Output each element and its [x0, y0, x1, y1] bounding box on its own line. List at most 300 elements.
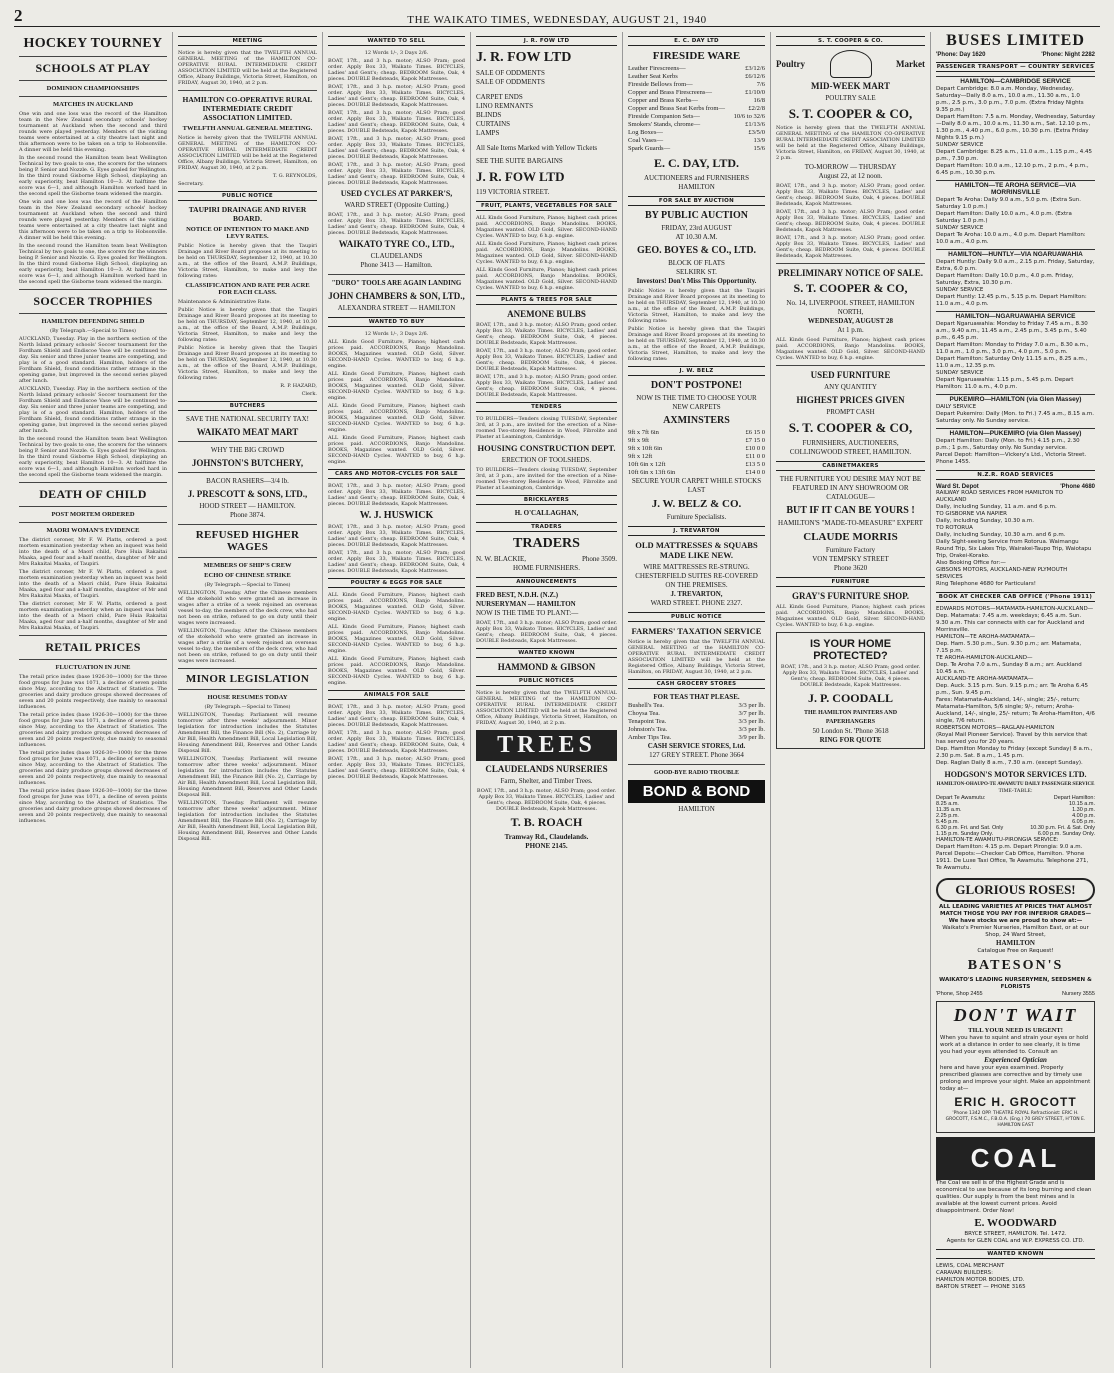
notice-text: Notice is hereby given that the TWELFTH ANNUAL GENERAL MEETING of the HAMILTON CO-OPERATIVE RURAL INTERMEDIATE CREDIT ASSOCIATION LIMITED will be held at the Registered Office, Albany Buildings, Victoria Street, Hamilton, on FRIDAY, August 30, 1940, at 2 p.m.	[178, 50, 317, 86]
ad-line: WARD STREET (Opposite Cutting.)	[344, 201, 449, 209]
carpet-row	[628, 469, 765, 477]
edwards-line: EDWARDS MOTORS—MATAMATA-HAMILTON-AUCKLAND—	[936, 606, 1094, 612]
ad-line: BARTON STREET — PHONE 3165	[936, 1284, 1026, 1290]
ad-line: NOW IS THE TIME TO PLANT:—	[476, 609, 579, 617]
ad-line: 'Phone 1342 OPP. THEATRE ROYAL Refractionist: ERIC H. GROCOTT, F.S.M.C., F.B.O.A. (Eng.) 70 GREY STREET, H'TON E. HAMILTON EAST	[945, 1111, 1086, 1128]
ad-title: CLAUDE MORRIS	[803, 531, 898, 543]
tea-row-price: 3/3 per lb.	[738, 718, 765, 725]
classified-text: ALL Kinds Good Furniture, Pianos; highest cash prices paid. ACCORDIONS, Banjo Mandolins. BOOKS, Magazines wanted. OLD Gold, Silver. SECOND-HAND Cycles. WANTED to buy, 6 h.p. engine.	[328, 403, 465, 433]
route-line: Depart Hamilton: Daily (Mon. to Fri.) 4.15 p.m., 2.30 p.m.; 1 p.m., Saturday only. No Sunday service.	[936, 438, 1080, 451]
classified-text: BOAT, 17ft., and 3 h.p. motor; ALSO Pram; good order. Apply Box 33, Waikato Times. BICYCLES, Ladies' and Gent's; cheap. BEDROOM Suite, Oak, 4 pieces. DOUBLE Bedsteads, Kapok Mattresses.	[476, 620, 617, 644]
ware-row-label: Copper and Brass Seat Kerbs from—	[628, 105, 725, 112]
edwards-line: HAMILTON—TE AROHA-MATAMATA—	[936, 634, 1036, 640]
ware-row-price: 16/8	[753, 97, 765, 104]
section-cabinetmakers: CABINETMAKERS	[776, 461, 925, 471]
classified-text: BOAT, 17ft., and 3 h.p. motor; ALSO Pram; good order. Apply Box 33, Waikato Times. BICYCLES, Ladies' and Gent's; cheap. BEDROOM Suite, Oak, 4 pieces. DOUBLE Bedsteads, Kapok Mattresses.	[328, 162, 465, 186]
carpet-row-price: £6 15 0	[745, 429, 765, 436]
tea-price-list	[628, 702, 765, 742]
section-nzr: N.Z.R. ROAD SERVICES	[936, 470, 1095, 480]
nzr-line: Also Booking Office for:—	[936, 560, 1006, 566]
notice-subtitle: NOTICE OF INTENTION TO MAKE AND LEVY RATES.	[186, 226, 309, 240]
ad-line: 127 GREY STREET. Phone 3664	[649, 751, 744, 759]
notice-text: Notice is hereby given that the TWELFTH ANNUAL GENERAL MEETING of the HAMILTON CO-OPERATIVE RURAL INTERMEDIATE CREDIT ASSOCIATION LIMITED will be held at the Registered Office, Albany Buildings, Victoria Street, Hamilton, on FRIDAY, August 30, 1940, at 2 p.m.	[628, 639, 765, 675]
edwards-line: ROBERTSON MOTORS—RAGLAN-HAMILTON	[936, 725, 1055, 731]
tender-text: TO BUILDERS—Tenders closing TUESDAY, September 3rd, at 3 p.m., are invited for the erection of a Nine-roomed Two-storey Residence in Wood, Fibrolite and Plaster at Leamington, Cambridge.	[476, 467, 617, 491]
headline-refused: REFUSED HIGHER WAGES	[195, 529, 300, 553]
edwards-line: TE AROHA-HAMILTON-AUCKLAND—	[936, 655, 1033, 661]
tea-row-price: 3/9 per lb.	[738, 734, 765, 741]
ad-text: ALL Kinds Good Furniture, Pianos; highest cash prices paid. ACCORDIONS, Banjo Mandolins. BOOKS, Magazines wanted. OLD Gold, Silver. SECOND-HAND Cycles. WANTED to buy, 6 h.p. engine.	[776, 337, 925, 361]
notice-subtitle: TWELFTH ANNUAL GENERAL MEETING.	[182, 125, 313, 132]
timetable-left: 8.25 a.m.	[936, 801, 959, 807]
route-line: SUNDAY SERVICE	[936, 225, 984, 231]
section-auction: FOR SALE BY AUCTION	[628, 196, 765, 206]
ware-row	[628, 129, 765, 137]
ad-line: TIME-TABLE:	[998, 788, 1033, 794]
tea-row-label: Johnston's Tea.	[628, 726, 668, 733]
subhead-maori: MAORI WOMAN'S EVIDENCE	[46, 527, 140, 534]
section-fruit: FRUIT, PLANTS, VEGETABLES FOR SALE	[476, 201, 617, 211]
nzr-line: Ring Telephone 4680 for Particulars!	[936, 581, 1036, 587]
ad-line: Tramway Rd., Claudelands.	[504, 833, 589, 841]
auction-text: Public Notice is hereby given that the Taupiri Drainage and River Board proposes at its meeting to be held on THURSDAY, September 12, 1940, at 10.30 a.m., at the office of the Board, A.M.P. Buildings, Victoria Street, Hamilton, to make and levy the following rates:	[628, 288, 765, 324]
carpet-row-price: £13 5 0	[745, 461, 765, 468]
section-public-notice: PUBLIC NOTICE	[178, 191, 317, 201]
column-transport	[930, 32, 1100, 1368]
subhead-fluctuation: FLUCTUATION IN JUNE	[55, 664, 131, 671]
fireside-price-list	[628, 65, 765, 153]
ad-line: AT 10.30 A.M.	[675, 233, 718, 241]
section-cars: CARS AND MOTOR-CYCLES FOR SALE	[328, 469, 465, 479]
ware-row-label: Log Boxes—	[628, 129, 663, 136]
signature: R. P. HAZARD,	[280, 383, 317, 389]
bond-and-bond-logo: BOND & BOND	[628, 780, 765, 803]
protected-ad	[776, 632, 925, 749]
route-line: Depart Ngaruawahia: 1.15 p.m., 5.45 p.m. Depart Hamilton: 11.0 a.m., 4.0 p.m.	[936, 377, 1074, 390]
classified-text: BOAT, 17ft., and 3 h.p. motor; ALSO Pram; good order. Apply Box 33, Waikato Times. BICYCLES, Ladies' and Gent's; cheap. BEDROOM Suite, Oak, 4 pieces. DOUBLE Bedsteads, Kapok Mattresses.	[476, 322, 617, 346]
article-text: The district coroner, Mr F. W. Platts, ordered a post mortem examination yesterday when an inquest was held into the death of a Maori child, Pare Huia Rakaitai Maaka, aged four and a-half months, daughter of Mr and Mrs Rakaitai Maaka, of Taupiri.	[19, 601, 167, 631]
tea-row	[628, 726, 765, 734]
ad-line: HAMILTON'S "MADE-TO-MEASURE" EXPERT	[778, 519, 923, 527]
ad-line: TO-MORROW — THURSDAY	[804, 163, 897, 171]
route-line: Depart Pukemiro: Daily (Mon. to Fri.) 7.45 a.m., 8.15 a.m. Saturday only. No Sunday service.	[936, 411, 1095, 424]
classified-text: BOAT, 17ft., and 3 h.p. motor; ALSO Pram; good order. Apply Box 33, Waikato Times. BICYCLES, Ladies' and Gent's; cheap. BEDROOM Suite, Oak, 4 pieces. DOUBLE Bedsteads, Kapok Mattresses.	[476, 348, 617, 372]
ad-line: BLOCK OF FLATS	[668, 259, 725, 267]
nzr-line: Daily, including Sunday, 10.30 a.m.	[936, 518, 1035, 524]
ware-row-price: £1/10/0	[745, 89, 765, 96]
nzr-depot: Ward St. Depot 'Phone 4680	[936, 484, 1095, 490]
ad-title: S. T. COOPER & CO,	[788, 420, 913, 435]
ad-line: At 1 p.m.	[837, 326, 864, 334]
section-passenger: PASSENGER TRANSPORT — COUNTRY SERVICES	[936, 64, 1095, 70]
ware-row-label: Coal Vases—	[628, 137, 664, 144]
carpet-row-label: 9ft x 7ft 6in	[628, 429, 659, 436]
batesons-title: BATESON'S	[967, 958, 1064, 973]
article-text: The retail price index (base 1926-30—1000) for the three food groups for June was 1071, a decline of seven points since May, according to the Abstract of Statistics. The groceries and dairy produce groups showed decreases of seven and 20 points respectively, due mainly to seasonal influences.	[19, 750, 167, 786]
ad-item: CURTAINS	[476, 120, 511, 128]
ad-line: CARAVAN BUILDERS:	[936, 1270, 994, 1276]
route-line: Parcel Depot: Hamilton—Vickery's Ltd., Victoria Street. Phone 1455.	[936, 452, 1087, 465]
ad-title: IS YOUR HOME PROTECTED?	[809, 638, 892, 662]
ad-line: Phone 3874.	[230, 511, 265, 519]
ad-title: J. W. BELZ & CO.	[651, 498, 742, 510]
article-text: The retail price index (base 1926-30—1000) for the three food groups for June was 1071, a decline of seven points since May, according to the Abstract of Statistics. The groceries and dairy produce groups showed decreases of seven and 20 points respectively, due mainly to seasonal influences.	[19, 674, 167, 710]
headline-soccer: SOCCER TROPHIES	[33, 294, 153, 308]
tea-row-label: Bushell's Tea.	[628, 702, 664, 709]
ware-row-price: 15/6	[753, 145, 765, 152]
route-line: Depart Cambridge: 8.25 a.m., 11.0 a.m., 1.15 p.m., 4.45 p.m., 7.30 p.m.	[936, 149, 1092, 162]
ware-row	[628, 89, 765, 97]
ad-line: RING FOR QUOTE	[819, 736, 882, 744]
ad-title: CASH SERVICE STORES, Ltd.	[647, 742, 746, 750]
ad-line: ON THE PREMISES.	[665, 581, 728, 589]
ad-title: OLD MATTRESSES & SQUABS MADE LIKE NEW.	[635, 540, 758, 560]
ad-title: HOUSING CONSTRUCTION DEPT.	[477, 443, 616, 453]
ad-text: BOAT, 17ft., and 3 h.p. motor; ALSO Pram; good order. Apply Box 33, Waikato Times. BICYCLES, Ladies' and Gent's; cheap. BEDROOM Suite, Oak, 4 pieces. DOUBLE Bedsteads, Kapok Mattresses.	[776, 235, 925, 259]
notice-text: Maintenance & Administrative Rate.	[178, 299, 272, 305]
ad-line: CLAUDELANDS	[370, 252, 423, 260]
route-title: HAMILTON—TE AROHA SERVICE—VIA MORRINSVILLE	[936, 180, 1095, 196]
ad-line: Catalogue Free on Request!	[977, 948, 1054, 954]
section-belz: J. W. BELZ	[628, 366, 765, 376]
ware-row-price: £3/5/0	[748, 129, 765, 136]
notice-text: Public Notice is hereby given that the Taupiri Drainage and River Board proposes at its meeting to be held on THURSDAY, September 12, 1940, at 10.30 a.m., at the office of the Board, A.M.P. Buildings, Victoria Street, Hamilton, to make and levy the following rates:	[178, 345, 317, 381]
ad-line: Phone 3413 — Hamilton.	[360, 261, 433, 269]
subhead-dominion: DOMINION CHAMPIONSHIPS	[46, 85, 140, 92]
edwards-line: Dep. Ham. 5.30 p.m., Sun. 9.30 p.m.; arr. Matamata, 7.15 p.m.	[936, 641, 1082, 654]
article-text: In the second round the Hamilton team beat Wellington Technical by two goals to one, the scorers for the winners being P. Senior and Nozzle. G. Eyes goaled for Wellington. In the third round Gisborne High School, displaying an early superiority, beat Hamilton 10—3. At halftime the score was 6—1, and although Hamilton worked hard in the second spell the Gisborne team widened the margin.	[19, 436, 167, 478]
article-text: WELLINGTON, Tuesday. Parliament will resume tomorrow after three weeks' adjournment. Minor legislation for introduction includes the Statutes Amendment Bill, the Finance Bill (No. 2), Carriage by Air Bill, Health Amendment Bill, Local Legislation Bill, Housing Amendment Bill, Reserves and Other Lands Disposal Bill.	[178, 800, 317, 842]
timetable-right: 6.05 p.m.	[1072, 819, 1095, 825]
edwards-line: Dep. Auck. 3.15 p.m. Sun. 9.15 p.m.; arr. Te Aroha 6.45 p.m., Sun. 9.45 p.m.	[936, 683, 1089, 696]
ad-line: HOME FURNISHERS.	[513, 564, 580, 572]
ad-line: SECURE YOUR CARPET WHILE STOCKS LAST	[631, 477, 762, 494]
buses-limited-title: BUSES LIMITED	[946, 32, 1085, 49]
rates: 12 Words 1/-, 3 Days 2/6.	[364, 50, 429, 56]
newspaper-title: THE WAIKATO TIMES, WEDNESDAY, AUGUST 21, 1940	[407, 14, 707, 26]
route-title: HAMILTON—HUNTLY—VIA NGARUAWAHIA	[936, 249, 1095, 258]
ware-row-label: Leather Firescreens—	[628, 65, 686, 72]
classified-text: BOAT, 17ft., and 3 h.p. motor; ALSO Pram; good order. Apply Box 33, Waikato Times. BICYCLES, Ladies' and Gent's; cheap. BEDROOM Suite, Oak, 4 pieces. DOUBLE Bedsteads, Kapok Mattresses.	[328, 704, 465, 728]
section-poultry: POULTRY & EGGS FOR SALE	[328, 578, 465, 588]
nzr-line: TO ROTORUA	[936, 525, 973, 531]
section-tenders: TENDERS	[476, 402, 617, 412]
ad-line: COLLINGWOOD STREET, HAMILTON.	[789, 448, 912, 456]
signature-title: Secretary.	[178, 181, 204, 187]
ad-line: WEDNESDAY, AUGUST 28	[807, 317, 894, 325]
carpet-row-price: £7 15 0	[745, 437, 765, 444]
column-ads-fow	[470, 32, 622, 1368]
ad-title: J. R. FOW LTD	[476, 169, 565, 184]
section-furniture: FURNITURE	[776, 577, 925, 587]
ad-line: LEWIS, COAL MERCHANT	[936, 1263, 1005, 1269]
ware-row	[628, 97, 765, 105]
ad-line: NURSERYMAN — HAMILTON	[476, 600, 576, 608]
article-text: WELLINGTON, Tuesday. After the Chinese members of the stokehold who were granted an increase in wages after a strike of a week rejoined an overseas vessel to-day, the members of the deck crew, who had not been on strike, refused to go on duty until their wages were increased.	[178, 628, 317, 664]
section-wanted-buy: WANTED TO BUY	[328, 317, 465, 327]
ad-line: N. W. BLACKIE, Phone 3509.	[476, 555, 617, 563]
ad-line: All Sale Items Marked with Yellow Tickets	[476, 144, 598, 152]
section-wanted-known: WANTED KNOWN	[476, 648, 617, 658]
subhead-shield: HAMILTON DEFENDING SHIELD	[41, 318, 145, 325]
carpet-row-label: 9ft x 10ft 6in	[628, 445, 663, 452]
ad-line: BRYCE STREET, HAMILTON. Tel. 1472.	[964, 1231, 1067, 1237]
woodward-name: E. WOODWARD	[974, 1217, 1057, 1229]
edwards-line: Dep. Hamilton Monday to Friday (except Sunday) 8 a.m., 2.30 p.m. Sat. 8 a.m., 1.45 p.m.	[936, 746, 1093, 759]
ad-text: here and have your eyes examined. Properly prescribed glasses are corrective and by timely use prolong and improve your sight. Make an appointment today at—	[940, 1065, 1091, 1092]
ad-line: HAMILTON	[678, 183, 715, 191]
section-trevarton: J. TREVARTON	[628, 526, 765, 536]
article-text: WELLINGTON, Tuesday. Parliament will resume tomorrow after three weeks' adjournment. Minor legislation for introduction includes the Statutes Amendment Bill, the Finance Bill (No. 2), Carriage by Air Bill, Health Amendment Bill, Local Legislation Bill, Housing Amendment Bill, Reserves and Other Lands Disposal Bill.	[178, 712, 317, 754]
ad-line: HAMILTON-OHAUPO-TE AWAMUTU DAILY PASSENGER SERVICE	[936, 782, 1095, 787]
subhead-members: MEMBERS OF SHIP'S CREW	[203, 562, 292, 569]
classified-text: ALL Kinds Good Furniture, Pianos; highest cash prices paid. ACCORDIONS, Banjo Mandolins. BOOKS, Magazines wanted. OLD Gold, Silver. SECOND-HAND Cycles. WANTED to buy, 6 h.p. engine.	[328, 656, 465, 686]
route-title: HAMILTON—PUKEMIRO (via Glen Massey)	[936, 428, 1095, 437]
timetable-right: 6.00 p.m. Sunday Only.	[1037, 831, 1095, 837]
headline-retail: RETAIL PRICES	[45, 640, 141, 654]
page-number: 2	[14, 6, 23, 25]
notice-title: HAMILTON CO-OPERATIVE RURAL INTERMEDIATE CREDIT ASSOCIATION LIMITED.	[182, 95, 313, 122]
batesons-phones: 'Phone, Shop 2455 Nursery 3555	[936, 991, 1095, 997]
ad-title: GEO. BOYES & CO., LTD.	[636, 245, 757, 256]
section-public-notice: PUBLIC NOTICE	[628, 612, 765, 622]
ad-title: J. P. COODALL	[808, 691, 893, 705]
ad-line: TILL YOUR NEED IS URGENT!	[968, 1027, 1063, 1034]
ad-line: Depart Hamilton: 4.15 p.m. Depart Pirongia: 9.0 a.m.	[936, 844, 1083, 850]
ad-line: Furniture Specialists.	[666, 513, 727, 521]
section-bricklayers: BRICKLAYERS	[476, 495, 617, 505]
ad-text: BOAT, 17ft., and 3 h.p. motor; ALSO Pram; good order. Apply Box 33, Waikato Times. BICYCLES, Ladies' and Gent's; cheap. BEDROOM Suite, Oak, 4 pieces. DOUBLE Bedsteads, Kapok Mattresses.	[776, 209, 925, 233]
carpet-row	[628, 453, 765, 461]
ad-title: BUT IF IT CAN BE YOURS !	[786, 505, 915, 516]
ad-line: SEE THE SUITE BARGAINS	[476, 157, 563, 165]
section-cooper: S. T. COOPER & CO.	[776, 36, 925, 46]
notice-text: Notice is hereby given that the TWELFTH ANNUAL GENERAL MEETING of the HAMILTON CO-OPERATIVE RURAL INTERMEDIATE CREDIT ASSOCIATION LIMITED will be held at the Registered Office, Albany Buildings, Victoria Street, Hamilton, on FRIDAY, August 30, 1940, at 2 p.m.	[476, 690, 617, 726]
classified-text: ALL Kinds Good Furniture, Pianos; highest cash prices paid. ACCORDIONS, Banjo Mandolins. BOOKS, Magazines wanted. OLD Gold, Silver. SECOND-HAND Cycles. WANTED to buy, 6 h.p. engine.	[476, 215, 617, 239]
ad-text: When you have to squint and strain your eyes or hold work at a distance in order to see clearly, it is time you had your eyes attended to. Consult an	[940, 1035, 1089, 1055]
ad-line: Furniture Factory	[825, 546, 876, 554]
auction-text: Public Notice is hereby given that the Taupiri Drainage and River Board proposes at its meeting to be held on THURSDAY, September 12, 1940, at 10.30 a.m., at the office of the Board, A.M.P. Buildings, Victoria Street, Hamilton, to make and levy the following rates:	[628, 326, 765, 362]
byline: (By Telegraph.—Special to Times)	[204, 704, 291, 710]
ware-row-price: £1/13/6	[745, 121, 765, 128]
nzr-lines	[936, 490, 1095, 588]
route-line: Depart Te Aroha: 10.0 a.m., 4.0 p.m. Depart Hamilton: 10.0 a.m., 4.0 p.m.	[936, 232, 1086, 245]
ad-line: ERECTION OF TOOLSHEDS.	[501, 456, 592, 464]
ad-text: ALL Kinds Good Furniture, Pianos; highest cash prices paid. ACCORDIONS, Banjo Mandolins. BOOKS, Magazines wanted. OLD Gold, Silver. SECOND-HAND Cycles. WANTED to buy, 6 h.p. engine.	[776, 604, 925, 628]
ad-line: FRIDAY, 23rd AUGUST	[661, 224, 732, 232]
nzr-line: TO GISBORNE VIA NAPIER	[936, 511, 1007, 517]
edwards-line: (Royal Mail Pioneer Service). Travel by this service that has served you for 20 years.	[936, 732, 1088, 745]
ad-line: BACON RASHERS—3/4 lb.	[206, 477, 289, 485]
ad-line: SAVE THE NATIONAL SECURITY TAX!	[186, 415, 309, 423]
article-text: One win and one loss was the record of the Hamilton team in the New Zealand secondary schools' hockey tournament at Auckland when the second and third rounds were played yesterday. Members of the visiting teams were entertained at a city theatre last night and this afternoon were to be taken on a trip to Hobsonville. A dinner will be held this evening.	[19, 199, 167, 241]
article-text: WELLINGTON, Tuesday. Parliament will resume tomorrow after three weeks' adjournment. Minor legislation for introduction includes the Statutes Amendment Bill, the Finance Bill (No. 2), Carriage by Air Bill, Health Amendment Bill, Local Legislation Bill, Housing Amendment Bill, Reserves and Other Lands Disposal Bill.	[178, 756, 317, 798]
tea-row-label: Amber Tips Tea.	[628, 734, 672, 741]
ad-line: WAIKATO'S LEADING NURSERYMEN, SEEDSMEN & FLORISTS	[939, 977, 1092, 990]
ad-title: FRED BEST, N.D.H. (N.Z.)	[476, 591, 559, 599]
subhead-matches: MATCHES IN AUCKLAND	[52, 101, 134, 108]
column-notices	[172, 32, 322, 1368]
ad-line: GOOD-BYE RADIO TROUBLE	[654, 770, 739, 776]
section-cash: CASH GROCERY STORES	[628, 679, 765, 689]
route-title: PUKEMIRO—HAMILTON (via Glen Massey)	[936, 394, 1095, 403]
coal-banner: COAL	[936, 1137, 1095, 1180]
ad-line: Parcel Depots:—Checker Cab Office, Hamilton. 'Phone 1911. De Luxe Taxi Office, Te Awamutu. Telephone 271, Te Awamutu.	[936, 851, 1089, 871]
classified-text: ALL Kinds Good Furniture, Pianos; highest cash prices paid. ACCORDIONS, Banjo Mandolins. BOOKS, Magazines wanted. OLD Gold, Silver. SECOND-HAND Cycles. WANTED to buy, 6 h.p. engine.	[328, 624, 465, 654]
classified-text: BOAT, 17ft., and 3 h.p. motor; ALSO Pram; good order. Apply Box 33, Waikato Times. BICYCLES, Ladies' and Gent's; cheap. BEDROOM Suite, Oak, 4 pieces. DOUBLE Bedsteads, Kapok Mattresses.	[328, 756, 465, 780]
route-line: Depart Ngaruawahia: Monday to Friday 7.45 a.m., 8.30 a.m., 9.40 a.m., 11.45 a.m., 2.45 p.m., 3.45 p.m., 5.40 p.m., 6.45 p.m.	[936, 321, 1088, 341]
carpet-row	[628, 429, 765, 437]
ad-title: HIGHEST PRICES GIVEN	[796, 395, 905, 405]
timetable-left: 5.45 p.m.	[936, 819, 959, 825]
ware-row	[628, 105, 765, 113]
ad-title: T. B. ROACH	[510, 815, 583, 829]
ad-item: LAMPS	[476, 129, 500, 137]
article-text: The retail price index (base 1926-30—1000) for the three food groups for June was 1071, a decline of seven points since May, according to the Abstract of Statistics. The groceries and dairy produce groups showed decreases of seven and 20 points respectively, due mainly to seasonal influences.	[19, 788, 167, 824]
ad-line: 119 VICTORIA STREET.	[476, 188, 550, 196]
rooster-icon	[830, 50, 872, 78]
ad-title: AXMINSTERS	[663, 415, 730, 426]
ware-row	[628, 145, 765, 153]
byline: (By Telegraph.—Special to Times)	[204, 582, 291, 588]
ad-line: HOOD STREET — HAMILTON.	[199, 502, 296, 510]
ad-title: TRADERS	[513, 536, 580, 551]
section-fow: J. R. FOW LTD	[476, 36, 617, 46]
carpet-row-label: 10ft 6in x 13ft 6in	[628, 469, 676, 476]
route-line: Depart Hamilton: 7.5 a.m. Monday, Wednesday, Saturday—Daily 8.0 a.m., 10.0 a.m., 11.30 a.m., Sat. 12.10 p.m., 1.30 p.m., 4.40 p.m., 6.0 p.m., 10.30 p.m. (Extra Friday Nights 9.15 p.m.)	[936, 114, 1095, 141]
ad-title: JOHNSTON'S BUTCHERY,	[191, 458, 304, 468]
ad-line: ANY QUANTITY	[824, 383, 877, 391]
tender-text: TO BUILDERS—Tenders closing TUESDAY, September 3rd, at 3 p.m., are invited for the erection of a Nine-roomed Two-storey Residence in Wood, Fibrolite and Plaster at Leamington, Cambridge.	[476, 416, 617, 440]
nzr-line: Daily, including Sunday, 11 a.m. and 6 p.m.	[936, 504, 1057, 510]
carpet-row	[628, 437, 765, 445]
ad-text: BOAT, 17ft., and 3 h.p. motor; ALSO Pram; good order. Apply Box 33, Waikato Times. BICYCLES, Ladies' and Gent's; cheap. BEDROOM Suite, Oak, 4 pieces. DOUBLE Bedsteads, Kapok Mattresses.	[776, 183, 925, 207]
ad-line: Phone 3620	[833, 564, 868, 572]
ad-title: BY PUBLIC AUCTION	[645, 210, 748, 221]
column-news-1	[14, 32, 172, 1368]
classified-text: BOAT, 17ft., and 3 h.p. motor; ALSO Pram; good order. Apply Box 33, Waikato Times. BICYCLES, Ladies' and Gent's; cheap. BEDROOM Suite, Oak, 4 pieces. DOUBLE Bedsteads, Kapok Mattresses.	[328, 483, 465, 507]
ad-line: Investors! Don't Miss This Opportunity.	[636, 277, 757, 285]
tea-row	[628, 702, 765, 710]
section-animals: ANIMALS FOR SALE	[328, 690, 465, 700]
ad-line: HAMILTON	[678, 805, 715, 813]
ad-line: WARD STREET. PHONE 2327.	[650, 599, 743, 607]
signature: T. G. REYNOLDS,	[272, 173, 317, 179]
ad-title: WAIKATO TYRE CO., LTD.,	[338, 239, 455, 249]
carpet-row-label: 9ft x 12ft	[628, 453, 653, 460]
timetable-rows	[936, 801, 1095, 837]
ad-line: FURNISHERS, AUCTIONEERS,	[802, 439, 899, 447]
timetable-header: Depart Te Awamutu: Depart Hamilton:	[936, 795, 1095, 801]
route-title: HAMILTON—NGARUAWAHIA SERVICE	[936, 311, 1095, 320]
ware-row	[628, 73, 765, 81]
ware-row-label: Fireside Companion Sets—	[628, 113, 700, 120]
ware-row-label: Copper and Brass Firescreens—	[628, 89, 712, 96]
dont-wait-title: DON'T WAIT	[953, 1005, 1078, 1025]
timetable-right: 1.30 p.m.	[1072, 807, 1095, 813]
ad-line: FOR TEAS THAT PLEASE.	[653, 693, 740, 701]
route-line: Depart Huntly: Daily 9.0 a.m., 2.15 p.m. Friday, Saturday, Extra, 6.0 p.m.	[936, 259, 1095, 272]
section-wanted-sell: WANTED TO SELL	[328, 36, 465, 46]
section-public-notices: PUBLIC NOTICES	[476, 676, 617, 686]
ad-title: W. J. HUSWICK	[359, 510, 434, 521]
classified-text: BOAT, 17ft., and 3 h.p. motor; ALSO Pram; good order. Apply Box 33, Waikato Times. BICYCLES, Ladies' and Gent's; cheap. BEDROOM Suite, Oak, 4 pieces. DOUBLE Bedsteads, Kapok Mattresses.	[328, 84, 465, 108]
timetable-right: 4.00 p.m.	[1072, 813, 1095, 819]
section-wanted-known: WANTED KNOWN	[936, 1249, 1095, 1259]
section-traders: TRADERS	[476, 522, 617, 532]
nzr-line: GIBSONS MOTORS, AUCKLAND-NEW PLYMOUTH SERVICES	[936, 567, 1068, 580]
carpet-row-price: £14 0 0	[745, 469, 765, 476]
ad-title: J. PRESCOTT & SONS, LTD.,	[187, 489, 308, 499]
timetable-right: 10.30 p.m. Fri. & Sat. Only	[1030, 825, 1095, 831]
ad-line: SALE OF ODDMENTS	[476, 78, 545, 86]
ad-line: PROMPT CASH	[826, 408, 875, 416]
section-ec-day: E. C. DAY LTD	[628, 36, 765, 46]
ad-line: HAMILTON	[996, 939, 1035, 947]
ad-title: MID-WEEK MART	[811, 81, 890, 91]
ad-title: HAMMOND & GIBSON	[497, 662, 596, 672]
ad-line: Waikato's Premier Nurseries, Hamilton East, or at our Shop, 24 Ward Street,	[942, 925, 1089, 938]
ware-row	[628, 137, 765, 145]
headline-death: DEATH OF CHILD	[39, 487, 147, 501]
ad-line: POULTRY SALE	[825, 94, 876, 102]
notice-text: Notice is hereby given that the TWELFTH ANNUAL GENERAL MEETING of the HAMILTON CO-OPERATIVE RURAL INTERMEDIATE CREDIT ASSOCIATION LIMITED will be held at the Registered Office, Albany Buildings, Victoria Street, Hamilton, on FRIDAY, August 30, 1940, at 2 p.m.	[178, 135, 317, 171]
ad-item: LINO REMNANTS	[476, 102, 533, 110]
timetable-left: 2.25 p.m.	[936, 813, 959, 819]
classified-text: ALL Kinds Good Furniture, Pianos; highest cash prices paid. ACCORDIONS, Banjo Mandolins. BOOKS, Magazines wanted. OLD Gold, Silver. SECOND-HAND Cycles. WANTED to buy, 6 h.p. engine.	[328, 371, 465, 401]
ad-item: CARPET ENDS	[476, 93, 523, 101]
ad-title: H. O'CALLAGHAN,	[514, 509, 579, 517]
edwards-line: AUCKLAND-TE AROHA-MATAMATA—	[936, 676, 1034, 682]
masthead	[14, 6, 1100, 27]
notice-text: Public Notice is hereby given that the Taupiri Drainage and River Board proposes at its meeting to be held on THURSDAY, September 12, 1940, at 10.30 a.m., at the office of the Board, A.M.P. Buildings, Victoria Street, Hamilton, to make and levy the following rates:	[178, 307, 317, 343]
ware-row-price: 7/6	[756, 81, 765, 88]
article-text: In the second round the Hamilton team beat Wellington Technical by two goals to one, the scorers for the winners being P. Senior and Nozzle. G. Eyes goaled for Wellington. In the third round Gisborne High School, displaying an early superiority, beat Hamilton 10—3. At halftime the score was 6—1, and although Hamilton worked hard in the second spell the Gisborne team widened the margin.	[19, 243, 167, 285]
ad-line: THE FURNITURE YOU DESIRE MAY NOT BE FEATURED IN ANY SHOWROOM OR CATALOGUE—	[779, 475, 922, 501]
tea-row-label: Tenapoint Tea.	[628, 718, 667, 725]
ware-row-price: £2/2/8	[748, 105, 765, 112]
ad-title: E. C. DAY, LTD.	[653, 156, 740, 170]
subhead-echo: ECHO OF CHINESE STRIKE	[204, 572, 291, 579]
section-butchers: BUTCHERS	[178, 401, 317, 411]
ware-row-price: 13/9	[753, 137, 765, 144]
classified-text: ALL Kinds Good Furniture, Pianos; highest cash prices paid. ACCORDIONS, Banjo Mandolins. BOOKS, Magazines wanted. OLD Gold, Silver. SECOND-HAND Cycles. WANTED to buy, 6 h.p. engine.	[328, 592, 465, 622]
route-line: Depart Hamilton: 10.0 a.m., 12.10 p.m., 2 p.m., 4 p.m., 6.45 p.m., 10.30 p.m.	[936, 163, 1089, 176]
ware-row-price: £6/12/6	[745, 73, 765, 80]
route-line: Depart Hamilton: Daily 10.0 p.m., 4.0 p.m. Friday, Saturday, Extra, 10.30 p.m.	[936, 273, 1074, 286]
ad-title: GRAY'S FURNITURE SHOP.	[791, 591, 910, 601]
timetable-left: 11.35 a.m.	[936, 807, 962, 813]
ad-line: AUCTIONEERS and FURNISHERS	[643, 174, 749, 182]
tea-row	[628, 734, 765, 742]
notice-subtitle: CLASSIFICATION AND RATE PER ACRE FOR EACH CLASS.	[185, 282, 310, 296]
section-plants: PLANTS & TREES FOR SALE	[476, 295, 617, 305]
route-line: SUNDAY SERVICE	[936, 370, 984, 376]
route-line: Depart Hamilton: Daily 10.0 a.m., 4.0 p.m. (Extra Saturday 1.0 p.m.)	[936, 211, 1072, 224]
timetable-right: 10.15 a.m.	[1069, 801, 1095, 807]
classified-text: ALL Kinds Good Furniture, Pianos; highest cash prices paid. ACCORDIONS, Banjo Mandolins. BOOKS, Magazines wanted. OLD Gold, Silver. SECOND-HAND Cycles. WANTED to buy, 6 h.p. engine.	[476, 267, 617, 291]
carpet-row	[628, 461, 765, 469]
edwards-line: Fares: Matamata-Auckland, 14/-, single; 25/-, return; Matamata-Hamilton, 5/6 single; 9/-, return; Aroha-Auckland, 14/-, single, 25/- return; Te Aroha-Hamilton, 4/6 single, 7/6 return.	[936, 697, 1095, 724]
buses-phones: 'Phone: Day 1620 'Phone: Night 2282	[936, 52, 1095, 58]
route-line: Depart Te Aroha: Daily 9.0 a.m., 5.0 p.m. (Extra Sun. Saturday 1.0 p.m.)	[936, 197, 1082, 210]
subhead-postmortem: POST MORTEM ORDERED	[51, 511, 135, 518]
ad-text: Notice is hereby given that the TWELFTH ANNUAL GENERAL MEETING of the HAMILTON CO-OPERATIVE RURAL INTERMEDIATE CREDIT ASSOCIATION LIMITED will be held at the Registered Office, Albany Buildings, Victoria Street, Hamilton, on FRIDAY, August 30, 1940, at 2 p.m.	[776, 125, 925, 161]
ad-line: THE HAMILTON PAINTERS AND PAPERHANGERS	[803, 710, 898, 725]
ware-row	[628, 121, 765, 129]
glorious-roses-banner: GLORIOUS ROSES!	[936, 878, 1095, 902]
ad-title: WAIKATO MEAT MART	[196, 427, 299, 437]
